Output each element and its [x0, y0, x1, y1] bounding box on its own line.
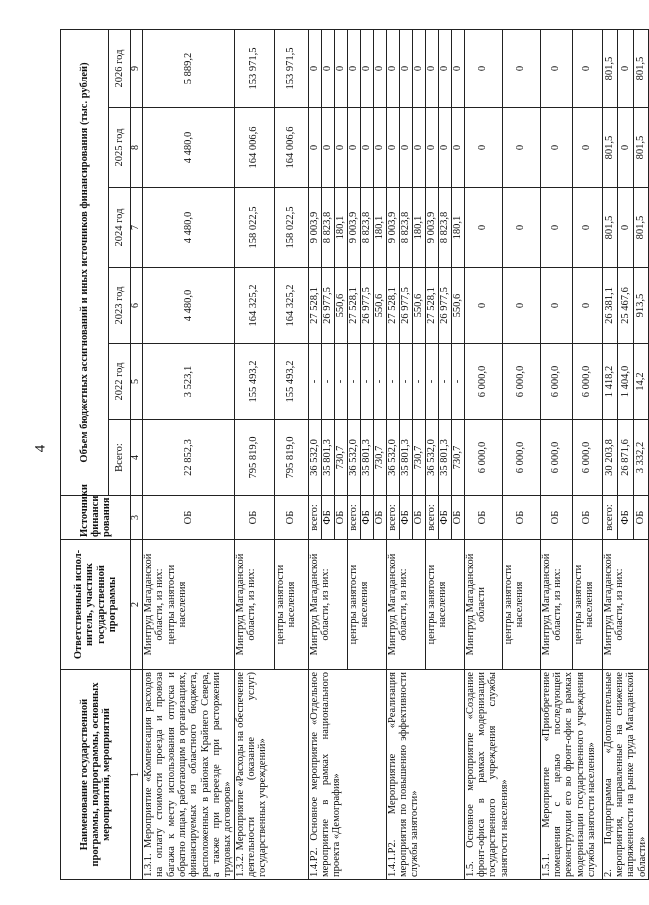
value-cell: 0: [347, 108, 360, 188]
value-cell: 0: [618, 29, 633, 107]
value-cell: 0: [618, 108, 633, 188]
value-cell: -: [438, 344, 451, 420]
value-cell: 0: [502, 188, 540, 268]
value-cell: 0: [502, 108, 540, 188]
source-cell: ФБ: [321, 496, 334, 540]
source-cell: ОБ: [540, 496, 572, 540]
header-source: Источники финанси рования: [61, 496, 131, 540]
value-cell: 8 823,8: [321, 188, 334, 268]
value-cell: 26 871,6: [618, 420, 633, 496]
value-cell: 0: [399, 108, 412, 188]
value-cell: 795 819,0: [274, 420, 308, 496]
value-cell: 4 480,0: [143, 188, 235, 268]
year-header: 2026 год: [109, 29, 131, 107]
value-cell: 6 000,0: [540, 420, 572, 496]
index-cell: 1: [131, 670, 143, 880]
header-executor: Ответственный испол-нитель, участник государственной программы: [61, 540, 131, 670]
value-cell: 153 971,5: [274, 29, 308, 107]
value-cell: 801,5: [633, 188, 648, 268]
value-cell: 550,6: [451, 268, 464, 344]
value-cell: 0: [572, 108, 602, 188]
value-cell: -: [386, 344, 399, 420]
value-cell: 164 006,6: [234, 108, 274, 188]
value-cell: 730,7: [451, 420, 464, 496]
value-cell: 1 418,2: [602, 344, 617, 420]
value-cell: 0: [386, 29, 399, 107]
value-cell: 1 404,0: [618, 344, 633, 420]
value-cell: 6 000,0: [502, 344, 540, 420]
value-cell: 0: [464, 29, 502, 107]
value-cell: 0: [399, 29, 412, 107]
value-cell: 26 977,5: [399, 268, 412, 344]
value-cell: 36 532,0: [386, 420, 399, 496]
source-cell: ОБ: [451, 496, 464, 540]
value-cell: 0: [308, 29, 321, 107]
year-header: 2024 год: [109, 188, 131, 268]
program-name-cell: 1.3.2. Мероприятие «Расходы на обеспечение деятельности (оказание услуг) государственных учреждений»: [234, 670, 308, 880]
source-cell: ОБ: [412, 496, 425, 540]
value-cell: 730,7: [412, 420, 425, 496]
value-cell: 0: [540, 188, 572, 268]
value-cell: 153 971,5: [234, 29, 274, 107]
source-cell: всего:: [602, 496, 617, 540]
value-cell: 0: [540, 108, 572, 188]
value-cell: 0: [438, 29, 451, 107]
table-row: [143, 29, 235, 879]
executor-sub-label: центры занятости населения: [165, 564, 188, 645]
value-cell: 0: [373, 29, 386, 107]
source-cell: всего:: [308, 496, 321, 540]
budget-table: [60, 29, 649, 880]
rotated-table-container: [60, 30, 648, 880]
index-cell: 5: [131, 344, 143, 420]
value-cell: 30 203,8: [602, 420, 617, 496]
executor-cell: центры занятости населения: [502, 540, 540, 670]
program-name-cell: 1.4.Р2. Основное мероприятие «Отдельное мероприятие в рамках национального проекта «Демография»: [308, 670, 386, 880]
value-cell: 801,5: [602, 108, 617, 188]
year-header: 2025 год: [109, 108, 131, 188]
program-name-cell: 1.5.1. Мероприятие «Приобретение помещения с целью последующей реконструкции его во фронт-офис в рамках модернизации государственного учреждения службы занятости населения»: [540, 670, 602, 880]
source-cell: ФБ: [399, 496, 412, 540]
table-row: [386, 29, 399, 879]
value-cell: 0: [347, 29, 360, 107]
value-cell: 158 022,5: [234, 188, 274, 268]
value-cell: 26 977,5: [438, 268, 451, 344]
index-cell: 7: [131, 188, 143, 268]
executor-cell: Минтруд Магаданской области, из них:: [308, 540, 347, 670]
source-cell: ФБ: [618, 496, 633, 540]
value-cell: 6 000,0: [464, 420, 502, 496]
value-cell: 0: [540, 29, 572, 107]
source-cell: ОБ: [234, 496, 274, 540]
value-cell: 180,1: [451, 188, 464, 268]
value-cell: -: [399, 344, 412, 420]
executor-cell: Минтруд Магаданской области, из них:: [602, 540, 648, 670]
value-cell: 0: [451, 108, 464, 188]
value-cell: 158 022,5: [274, 188, 308, 268]
source-cell: ОБ: [143, 496, 235, 540]
value-cell: -: [347, 344, 360, 420]
value-cell: 801,5: [602, 188, 617, 268]
value-cell: 164 325,2: [234, 268, 274, 344]
source-cell: ОБ: [274, 496, 308, 540]
table-row: [540, 29, 572, 879]
index-cell: 2: [131, 540, 143, 670]
source-cell: ОБ: [633, 496, 648, 540]
value-cell: 0: [464, 268, 502, 344]
header-name: Наименование государственной программы, подпрограммы, основных мероприятий, мероприятий: [61, 670, 131, 880]
value-cell: 35 801,3: [321, 420, 334, 496]
value-cell: 6 000,0: [502, 420, 540, 496]
value-cell: -: [373, 344, 386, 420]
value-cell: 155 493,2: [234, 344, 274, 420]
executor-cell: центры занятости населения: [274, 540, 308, 670]
value-cell: 36 532,0: [308, 420, 321, 496]
value-cell: 0: [321, 108, 334, 188]
value-cell: -: [321, 344, 334, 420]
value-cell: 3 523,1: [143, 344, 235, 420]
value-cell: 180,1: [334, 188, 347, 268]
value-cell: 801,5: [633, 29, 648, 107]
value-cell: 27 528,1: [347, 268, 360, 344]
value-cell: 5 889,2: [143, 29, 235, 107]
value-cell: 795 819,0: [234, 420, 274, 496]
value-cell: 0: [425, 108, 438, 188]
value-cell: 9 003,9: [425, 188, 438, 268]
value-cell: 4 480,0: [143, 108, 235, 188]
source-cell: ОБ: [334, 496, 347, 540]
source-cell: всего:: [425, 496, 438, 540]
value-cell: 0: [360, 29, 373, 107]
value-cell: 14,2: [633, 344, 648, 420]
value-cell: 0: [451, 29, 464, 107]
index-cell: 9: [131, 29, 143, 107]
value-cell: 0: [386, 108, 399, 188]
value-cell: 26 977,5: [321, 268, 334, 344]
value-cell: -: [451, 344, 464, 420]
value-cell: 0: [464, 188, 502, 268]
index-cell: 4: [131, 420, 143, 496]
value-cell: 0: [412, 29, 425, 107]
value-cell: 0: [373, 108, 386, 188]
source-cell: ОБ: [572, 496, 602, 540]
value-cell: 0: [464, 108, 502, 188]
value-cell: 730,7: [334, 420, 347, 496]
value-cell: 730,7: [373, 420, 386, 496]
value-cell: 3 332,2: [633, 420, 648, 496]
value-cell: -: [334, 344, 347, 420]
value-cell: 0: [334, 108, 347, 188]
value-cell: 0: [308, 108, 321, 188]
value-cell: 0: [438, 108, 451, 188]
value-cell: 27 528,1: [425, 268, 438, 344]
value-cell: 6 000,0: [464, 344, 502, 420]
source-cell: ОБ: [464, 496, 502, 540]
source-cell: всего:: [347, 496, 360, 540]
value-cell: 8 823,8: [399, 188, 412, 268]
year-header: Всего:: [109, 420, 131, 496]
value-cell: -: [412, 344, 425, 420]
value-cell: -: [425, 344, 438, 420]
value-cell: 36 532,0: [425, 420, 438, 496]
value-cell: 550,6: [334, 268, 347, 344]
value-cell: 9 003,9: [347, 188, 360, 268]
executor-cell: Минтруд Магаданской области, из них:: [234, 540, 274, 670]
executor-cell: Минтруд Магаданской области: [464, 540, 502, 670]
executor-cell: центры занятости населения: [347, 540, 386, 670]
value-cell: 8 823,8: [360, 188, 373, 268]
value-cell: 22 852,3: [143, 420, 235, 496]
value-cell: 164 006,6: [274, 108, 308, 188]
value-cell: 0: [360, 108, 373, 188]
value-cell: 35 801,3: [438, 420, 451, 496]
value-cell: 6 000,0: [540, 344, 572, 420]
value-cell: 0: [540, 268, 572, 344]
table-row: [464, 29, 502, 879]
value-cell: 0: [321, 29, 334, 107]
value-cell: 0: [618, 188, 633, 268]
value-cell: 180,1: [412, 188, 425, 268]
value-cell: 801,5: [602, 29, 617, 107]
index-cell: 6: [131, 268, 143, 344]
source-cell: всего:: [386, 496, 399, 540]
executor-cell: Минтруд Магаданской области, из них: центры занятости населения: [143, 540, 235, 670]
value-cell: 8 823,8: [438, 188, 451, 268]
value-cell: 550,6: [412, 268, 425, 344]
value-cell: 25 467,6: [618, 268, 633, 344]
value-cell: -: [308, 344, 321, 420]
value-cell: 0: [425, 29, 438, 107]
value-cell: 0: [334, 29, 347, 107]
program-name-cell: 1.4.1.Р2. Мероприятие «Реализация мероприятия по повышению эффективности службы занятости»: [386, 670, 464, 880]
page-number: 4: [32, 444, 49, 453]
index-row: [131, 29, 143, 879]
value-cell: 27 528,1: [386, 268, 399, 344]
value-cell: 4 480,0: [143, 268, 235, 344]
value-cell: 0: [572, 188, 602, 268]
value-cell: 27 528,1: [308, 268, 321, 344]
index-cell: 3: [131, 496, 143, 540]
value-cell: 180,1: [373, 188, 386, 268]
program-name-cell: 1.5. Основное мероприятие «Создание фронт-офиса в рамках модернизации государственного учреждения службы занятости населения»: [464, 670, 540, 880]
value-cell: 26 381,1: [602, 268, 617, 344]
value-cell: 155 493,2: [274, 344, 308, 420]
value-cell: 26 977,5: [360, 268, 373, 344]
value-cell: 6 000,0: [572, 420, 602, 496]
source-cell: ОБ: [373, 496, 386, 540]
source-cell: ФБ: [438, 496, 451, 540]
value-cell: 9 003,9: [386, 188, 399, 268]
source-cell: ОБ: [502, 496, 540, 540]
executor-cell: центры занятости населения: [572, 540, 602, 670]
executor-cell: центры занятости населения: [425, 540, 464, 670]
value-cell: 0: [502, 29, 540, 107]
value-cell: 35 801,3: [399, 420, 412, 496]
value-cell: 9 003,9: [308, 188, 321, 268]
value-cell: 164 325,2: [274, 268, 308, 344]
program-name-cell: 1.3.1. Мероприятие «Компенсация расходов на оплату стоимости проезда и провоза багажа к месту использования отпуска и обратно лицам, работающим в организациях, финансируемых из областного бюджета, расположенных в районах Крайнего Севера, а также при переезде при расторжении трудовых договоров»: [143, 670, 235, 880]
table-row: [234, 29, 274, 879]
program-name-cell: 2. Подпрограмма «Дополнительные мероприятия, направленные на снижение напряженности на рынке труда Магаданской области»: [602, 670, 648, 880]
value-cell: 801,5: [633, 108, 648, 188]
value-cell: -: [360, 344, 373, 420]
value-cell: 6 000,0: [572, 344, 602, 420]
table-row: [602, 29, 617, 879]
value-cell: 0: [412, 108, 425, 188]
value-cell: 0: [572, 268, 602, 344]
value-cell: 913,5: [633, 268, 648, 344]
value-cell: 550,6: [373, 268, 386, 344]
year-header: 2023 год: [109, 268, 131, 344]
value-cell: 0: [502, 268, 540, 344]
value-cell: 36 532,0: [347, 420, 360, 496]
executor-cell: Минтруд Магаданской области, из них:: [540, 540, 572, 670]
executor-cell: Минтруд Магаданской области, из них:: [386, 540, 425, 670]
source-cell: ФБ: [360, 496, 373, 540]
table-row: [308, 29, 321, 879]
value-cell: 35 801,3: [360, 420, 373, 496]
year-header: 2022 год: [109, 344, 131, 420]
index-cell: 8: [131, 108, 143, 188]
value-cell: 0: [572, 29, 602, 107]
header-budget-group: Объем бюджетных ассигнований и иных источников финансирования (тыс. рублей): [61, 29, 109, 495]
